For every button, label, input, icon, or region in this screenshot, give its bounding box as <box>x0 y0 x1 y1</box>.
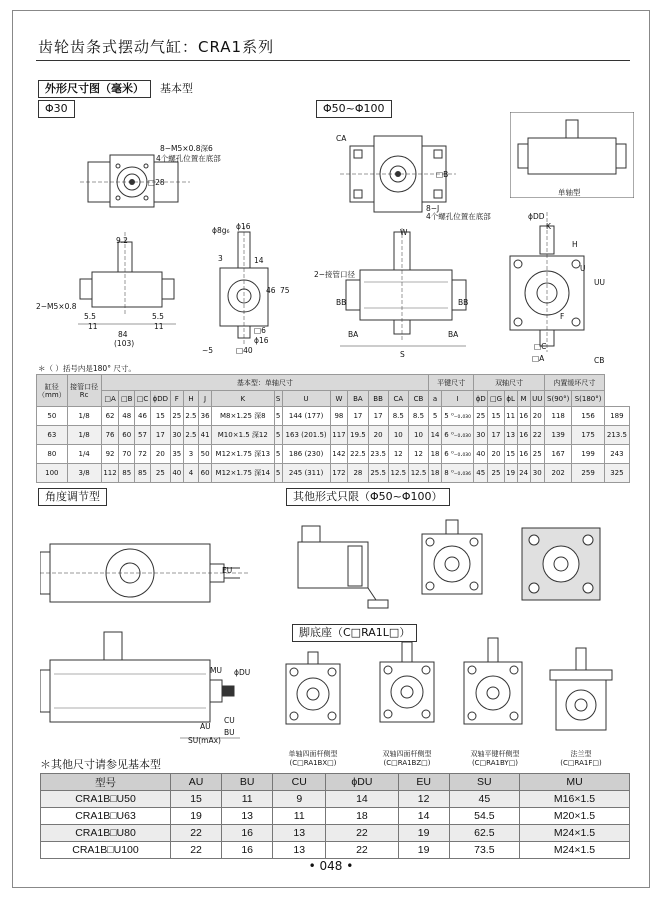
spec-cell: 50 <box>37 407 68 426</box>
spec-cell: 2.5 <box>183 426 198 445</box>
dim-su-max: SU(mAx) <box>188 736 221 745</box>
other-cell: CRA1B□U50 <box>41 791 171 808</box>
spec-cell: 40 <box>170 464 183 483</box>
dim-11-right: 11 <box>154 322 164 331</box>
dim-h: H <box>572 240 578 249</box>
spec-cell: 18 <box>429 445 442 464</box>
other-stroke-side <box>412 516 492 608</box>
angle-adjust-label: 角度调节型 <box>38 488 107 506</box>
spec-cell: 14 <box>429 426 442 445</box>
other-cell: 54.5 <box>449 808 519 825</box>
spec-table <box>36 374 630 483</box>
spec-cell: 213.5 <box>604 426 629 445</box>
page-title: 齿轮齿条式摆动气缸：CRA1系列 <box>38 38 275 56</box>
other-stroke-block <box>516 516 606 610</box>
sub-header: CA <box>388 391 408 407</box>
other-header: SU <box>449 774 519 791</box>
dim-46: 46 <box>266 286 276 295</box>
other-cell: 12 <box>398 791 449 808</box>
spec-cell: 70 <box>119 445 135 464</box>
spec-cell: 6 ⁰₋₀.₀₃₀ <box>442 445 474 464</box>
other-header: 型号 <box>41 774 171 791</box>
note-bracket-8j: 8−J <box>426 204 440 213</box>
spec-cell: 25 <box>170 407 183 426</box>
sub-header: ϕDD <box>150 391 170 407</box>
other-cell: 22 <box>326 825 398 842</box>
spec-cell: 100 <box>37 464 68 483</box>
spec-cell: 40 <box>474 445 488 464</box>
dim-6: □6 <box>254 326 266 335</box>
other-cell: 62.5 <box>449 825 519 842</box>
outline-label: 外形尺寸图（毫米） <box>38 80 151 98</box>
variant-3-drawing <box>456 636 532 740</box>
spec-cell: 5 <box>274 445 282 464</box>
spec-cell: 60 <box>119 426 135 445</box>
spec-cell: 112 <box>101 464 119 483</box>
dim-84: 84 <box>118 330 128 339</box>
spec-cell: 3/8 <box>67 464 101 483</box>
spec-cell: M12×1.75 深13 <box>212 445 274 464</box>
spec-cell: 8.5 <box>408 407 428 426</box>
spec-cell: 15 <box>150 407 170 426</box>
spec-cell: 16 <box>517 445 530 464</box>
sub-header: F <box>170 391 183 407</box>
group-double: 双轴尺寸 <box>474 375 545 391</box>
spec-cell: 41 <box>199 426 212 445</box>
sub-header: S(180°) <box>572 391 604 407</box>
other-cell: M16×1.5 <box>520 791 630 808</box>
dim-75: 75 <box>280 286 290 295</box>
dim-cb: CB <box>594 356 605 365</box>
spec-cell: 15 <box>504 445 517 464</box>
other-cell: 73.5 <box>449 842 519 859</box>
other-row <box>41 808 630 825</box>
spec-row <box>37 445 630 464</box>
spec-cell: 16 <box>517 426 530 445</box>
spec-cell: 46 <box>135 407 151 426</box>
spec-cell: 144 (177) <box>282 407 330 426</box>
dim-40: □40 <box>236 346 253 355</box>
dim-ca: CA <box>336 134 347 143</box>
other-row <box>41 791 630 808</box>
spec-cell: 57 <box>135 426 151 445</box>
variant-2-code: (C□RA1BZ□) <box>383 759 431 767</box>
other-stroke-label: 其他形式只限（Φ50~Φ100） <box>286 488 450 506</box>
other-header: MU <box>520 774 630 791</box>
spec-row <box>37 426 630 445</box>
sub-header: S <box>274 391 282 407</box>
page-number: • 048 • <box>308 859 354 873</box>
phi50-side-view <box>500 212 610 362</box>
sub-header: ϕD <box>474 391 488 407</box>
other-cell: 22 <box>171 825 222 842</box>
sub-header: a <box>429 391 442 407</box>
note-m5-side: 2−M5×0.8 <box>36 302 77 311</box>
spec-cell: 28 <box>348 464 368 483</box>
note-thread-bottom2: 4个螺孔位置在底部 <box>426 212 491 221</box>
spec-cell: 4 <box>183 464 198 483</box>
other-stroke-front <box>288 516 398 616</box>
spec-cell: 18 <box>429 464 442 483</box>
spec-cell: 12 <box>388 445 408 464</box>
variant-4-code: (C□RA1F□) <box>560 759 602 767</box>
spec-cell: 163 (201.5) <box>282 426 330 445</box>
dim-9-2: 9.2 <box>116 236 128 245</box>
spec-cell: 92 <box>101 445 119 464</box>
dim-cu: CU <box>224 716 235 725</box>
other-row <box>41 842 630 859</box>
sub-header: W <box>330 391 348 407</box>
dim-w: W <box>400 228 408 237</box>
spec-cell: 5 <box>429 407 442 426</box>
spec-cell: 22 <box>530 426 544 445</box>
dim-eu: EU <box>222 566 233 575</box>
note-port: 2−接管口径 <box>314 270 356 279</box>
other-cell: M24×1.5 <box>520 825 630 842</box>
other-cell: CRA1B□U63 <box>41 808 171 825</box>
spec-cell: 72 <box>135 445 151 464</box>
spec-cell: 50 <box>199 445 212 464</box>
other-header: EU <box>398 774 449 791</box>
dim-f: F <box>560 312 565 321</box>
other-cell: 16 <box>222 842 273 859</box>
spec-cell: 25 <box>150 464 170 483</box>
spec-cell: 167 <box>544 445 571 464</box>
spec-cell: 25 <box>530 445 544 464</box>
variant-4-drawing <box>546 646 616 740</box>
sub-header: ϕL <box>504 391 517 407</box>
sub-header: □G <box>488 391 504 407</box>
spec-cell: 20 <box>530 407 544 426</box>
spec-cell: 25 <box>474 407 488 426</box>
spec-cell: 3 <box>183 445 198 464</box>
spec-cell: 156 <box>572 407 604 426</box>
sub-header: BB <box>368 391 388 407</box>
spec-cell: 10 <box>408 426 428 445</box>
spec-cell: 30 <box>170 426 183 445</box>
spec-cell: 19 <box>504 464 517 483</box>
spec-cell: 60 <box>199 464 212 483</box>
dim-uu: UU <box>594 278 605 287</box>
angle-adjust-front-view <box>40 630 250 740</box>
col-port: 接管口径 Rc <box>67 375 101 407</box>
foot-mount-label: 脚底座（C□RA1L□） <box>292 624 417 642</box>
sub-header: S(90°) <box>544 391 571 407</box>
spec-cell: 10 <box>388 426 408 445</box>
spec-cell: 11 <box>504 407 517 426</box>
other-cell: 18 <box>326 808 398 825</box>
spec-cell: 259 <box>572 464 604 483</box>
spec-cell: 17 <box>150 426 170 445</box>
dim-ba-right: BA <box>448 330 459 339</box>
spec-cell: 17 <box>348 407 368 426</box>
other-cell: 16 <box>222 825 273 842</box>
spec-cell: 13 <box>504 426 517 445</box>
dim-16-bottom: ϕ16 <box>254 336 269 345</box>
sub-header: CB <box>408 391 428 407</box>
spec-cell: 63 <box>37 426 68 445</box>
other-cell: 11 <box>273 808 326 825</box>
spec-cell: 25 <box>488 464 504 483</box>
other-cell: 9 <box>273 791 326 808</box>
sub-header: I <box>442 391 474 407</box>
variant-2-name: 双轴四面杆侧型 <box>382 750 432 758</box>
sub-header: U <box>282 391 330 407</box>
variant-3-name: 双轴平键杆侧型 <box>470 750 520 758</box>
spec-cell: M10×1.5 深12 <box>212 426 274 445</box>
other-header: CU <box>273 774 326 791</box>
other-cell: 14 <box>326 791 398 808</box>
spec-cell: 48 <box>119 407 135 426</box>
spec-cell: 117 <box>330 426 348 445</box>
dim-ba-left: BA <box>348 330 359 339</box>
spec-cell: 30 <box>530 464 544 483</box>
variant-3-code: (C□RA1BY□) <box>471 759 519 767</box>
spec-cell: 189 <box>604 407 629 426</box>
other-cell: 11 <box>222 791 273 808</box>
other-cell: CRA1B□U100 <box>41 842 171 859</box>
spec-cell: 24 <box>517 464 530 483</box>
sub-header: □B <box>119 391 135 407</box>
other-row <box>41 825 630 842</box>
spec-cell: 118 <box>544 407 571 426</box>
spec-cell: 12.5 <box>388 464 408 483</box>
sub-header: M <box>517 391 530 407</box>
group-key: 平键尺寸 <box>429 375 474 391</box>
spec-cell: 186 (230) <box>282 445 330 464</box>
spec-cell: 2.5 <box>183 407 198 426</box>
single-shaft-view <box>510 112 634 198</box>
spec-cell: 325 <box>604 464 629 483</box>
phi30-label: Φ30 <box>38 100 75 118</box>
other-table <box>40 773 630 859</box>
dim-dd: ϕDD <box>528 212 545 221</box>
spec-cell: 5 <box>274 407 282 426</box>
other-cell: 45 <box>449 791 519 808</box>
dim-bb-left: BB <box>336 298 347 307</box>
other-cell: 15 <box>171 791 222 808</box>
dim-c: □C <box>534 342 547 351</box>
spec-cell: 98 <box>330 407 348 426</box>
other-note: ＊其他尺寸请参见基本型 <box>40 758 161 771</box>
spec-cell: 6 ⁰₋₀.₀₃₀ <box>442 426 474 445</box>
spec-cell: 25.5 <box>368 464 388 483</box>
spec-cell: 245 (311) <box>282 464 330 483</box>
variant-1-name: 单轴四面杆侧型 <box>288 750 338 758</box>
spec-cell: 5 <box>274 464 282 483</box>
other-cell: 19 <box>398 842 449 859</box>
dim-14: 14 <box>254 256 264 265</box>
variant-1-code: (C□RA1BX□) <box>289 759 337 767</box>
other-cell: 13 <box>273 825 326 842</box>
spec-cell: 1/8 <box>67 407 101 426</box>
dim-bu: BU <box>224 728 235 737</box>
other-cell: 22 <box>326 842 398 859</box>
dim-5-5-right: 5.5 <box>152 312 164 321</box>
dim-28: □28 <box>148 178 165 187</box>
sub-header: K <box>212 391 274 407</box>
spec-cell: 23.5 <box>368 445 388 464</box>
other-cell: 19 <box>171 808 222 825</box>
group-basic: 基本型：单轴尺寸 <box>101 375 428 391</box>
dim-103: (103) <box>114 339 135 348</box>
sub-header: □C <box>135 391 151 407</box>
variant-1-drawing <box>278 648 348 738</box>
title-rule <box>36 60 630 61</box>
other-cell: 14 <box>398 808 449 825</box>
spec-cell: 17 <box>368 407 388 426</box>
spec-cell: 142 <box>330 445 348 464</box>
dim-16-top: ϕ16 <box>236 222 251 231</box>
spec-cell: 202 <box>544 464 571 483</box>
dim-bb-right: BB <box>458 298 469 307</box>
spec-cell: 85 <box>119 464 135 483</box>
spec-cell: M8×1.25 深8 <box>212 407 274 426</box>
other-cell: M20×1.5 <box>520 808 630 825</box>
other-cell: 13 <box>222 808 273 825</box>
other-cell: 19 <box>398 825 449 842</box>
spec-cell: 5 ⁰₋₀.₀₃₀ <box>442 407 474 426</box>
dim-5-5-left: 5.5 <box>84 312 96 321</box>
sub-header: H <box>183 391 198 407</box>
spec-cell: 35 <box>170 445 183 464</box>
spec-cell: 62 <box>101 407 119 426</box>
note-thread-bottom: 4个螺孔位置在底部 <box>156 154 221 163</box>
spec-cell: 15 <box>488 407 504 426</box>
variant-4-name: 法兰型 <box>570 750 592 758</box>
spec-cell: 17 <box>488 426 504 445</box>
spec-cell: 12 <box>408 445 428 464</box>
spec-cell: 22.5 <box>348 445 368 464</box>
sub-header: □A <box>101 391 119 407</box>
paren-note: ＊（ ）括号内是180° 尺寸。 <box>38 364 136 373</box>
spec-cell: 85 <box>135 464 151 483</box>
spec-cell: 199 <box>572 445 604 464</box>
dim-au: AU <box>200 722 211 731</box>
basic-type-label: 基本型 <box>160 82 193 95</box>
other-header: ϕDU <box>326 774 398 791</box>
spec-cell: 8 ⁰₋₀.₀₃₆ <box>442 464 474 483</box>
spec-cell: 16 <box>517 407 530 426</box>
spec-cell: 1/4 <box>67 445 101 464</box>
single-shaft-label: 单轴型 <box>558 188 581 197</box>
spec-cell: 30 <box>474 426 488 445</box>
spec-cell: 36 <box>199 407 212 426</box>
spec-cell: 8.5 <box>388 407 408 426</box>
spec-cell: 243 <box>604 445 629 464</box>
note-m5-depth: 8−M5×0.8深6 <box>160 144 213 153</box>
dim-b-top: □B <box>436 170 449 179</box>
dim-approx5: ~5 <box>202 346 214 355</box>
spec-row <box>37 407 630 426</box>
spec-cell: 20 <box>488 445 504 464</box>
other-header: BU <box>222 774 273 791</box>
spec-cell: 175 <box>572 426 604 445</box>
col-bore: 缸径（mm） <box>37 375 68 407</box>
spec-cell: 76 <box>101 426 119 445</box>
spec-cell: 45 <box>474 464 488 483</box>
spec-cell: 1/8 <box>67 426 101 445</box>
other-header: AU <box>171 774 222 791</box>
spec-cell: 20 <box>150 445 170 464</box>
spec-cell: 80 <box>37 445 68 464</box>
dim-3: 3 <box>218 254 223 263</box>
spec-cell: 12.5 <box>408 464 428 483</box>
spec-cell: M12×1.75 深14 <box>212 464 274 483</box>
spec-cell: 5 <box>274 426 282 445</box>
dim-a: □A <box>532 354 545 363</box>
group-stopper: 内置缓坏尺寸 <box>544 375 604 391</box>
sub-header: J <box>199 391 212 407</box>
spec-cell: 19.5 <box>348 426 368 445</box>
dim-du-label: ϕDU <box>234 668 251 677</box>
dim-k: K <box>546 222 551 231</box>
dim-s: S <box>400 350 405 359</box>
spec-cell: 139 <box>544 426 571 445</box>
other-cell: 22 <box>171 842 222 859</box>
other-cell: 13 <box>273 842 326 859</box>
spec-cell: 20 <box>368 426 388 445</box>
sub-header: UU <box>530 391 544 407</box>
variant-2-drawing <box>372 640 442 738</box>
spec-row <box>37 464 630 483</box>
sub-header: BA <box>348 391 368 407</box>
phi50-100-label: Φ50~Φ100 <box>316 100 392 118</box>
dim-11-left: 11 <box>88 322 98 331</box>
dim-mu-label: MU <box>210 666 222 675</box>
other-cell: CRA1B□U80 <box>41 825 171 842</box>
angle-adjust-end-view <box>40 528 250 618</box>
spec-cell: 172 <box>330 464 348 483</box>
dim-u: U <box>580 264 586 273</box>
other-cell: M24×1.5 <box>520 842 630 859</box>
dim-8g: ϕ8g₆ <box>212 226 230 235</box>
